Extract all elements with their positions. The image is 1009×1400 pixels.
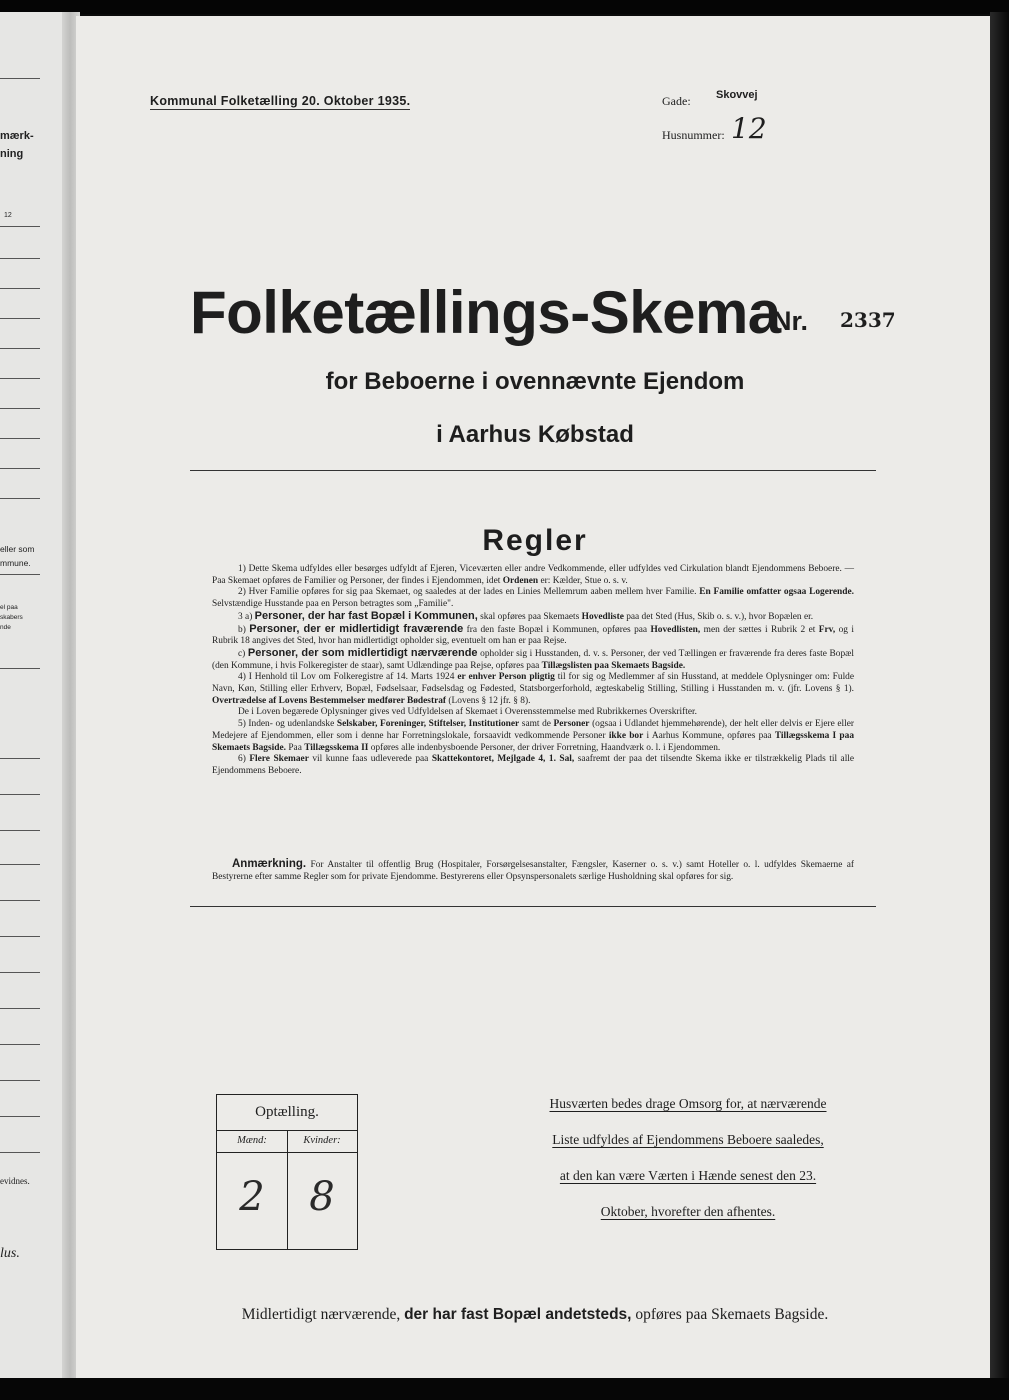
form-rule xyxy=(0,348,40,349)
census-header: Kommunal Folketælling 20. Oktober 1935. xyxy=(150,94,411,108)
scan-border-right xyxy=(990,12,1009,1380)
divider xyxy=(190,470,876,471)
left-signature: lus. xyxy=(0,1246,20,1261)
form-rule xyxy=(0,900,40,901)
footer-instruction: Midlertidigt nærværende, der har fast Bopæl andetsteds, opføres paa Skemaets Bagside. xyxy=(241,1306,829,1323)
form-rule xyxy=(0,288,40,289)
left-fragment: nde xyxy=(0,624,11,631)
census-form-page xyxy=(76,16,994,1378)
rule-4-note: De i Loven begærede Oplysninger gives ved Udfyldelsen af Skemaet i Overensstemmelse med Rubrikkernes Overskrifter. xyxy=(238,707,697,718)
left-fragment: eller som xyxy=(0,544,35,554)
scan-border-bottom xyxy=(0,1378,1009,1400)
form-rule xyxy=(0,574,40,575)
form-subtitle-city: i Aarhus Købstad xyxy=(436,421,634,448)
form-rule xyxy=(0,1008,40,1009)
rule-5: 5) Inden- og udenlandske Selskaber, Foreninger, Stiftelser, Institutioner samt de Personer (ogsaa i Udlandet hjemmehørende), der helt eller delvis er Ejere eller Medejere af Ejendommen, eller som i denne har Forretningslokale, forsaavidt vedkommende Personer ikke bor i Aarhus Kommune, opføres paa Tillægsskema I paa Skemaets Bagside. Paa Tillægsskema II opføres alle indenbysboende Personer, der driver Forretning, Haandværk o. l. i Ejendommen. xyxy=(212,719,855,753)
notice-line: at den kan være Værten i Hænde senest den 23. xyxy=(559,1168,817,1183)
notice-line: Liste udfyldes af Ejendommens Beboere saaledes, xyxy=(552,1132,824,1147)
form-rule xyxy=(0,1044,40,1045)
form-rule xyxy=(0,408,40,409)
left-fragment: mmune. xyxy=(0,558,31,568)
maend-label: Mænd: xyxy=(217,1130,287,1153)
anmaerkning-label: Anmærkning. xyxy=(232,858,307,870)
notice-line: Oktober, hvorefter den afhentes. xyxy=(600,1204,776,1219)
rule-4: 4) I Henhold til Lov om Folkeregistre af 14. Marts 1924 er enhver Person pligtig til for sig og Medlemmer af sin Husstand, at meddele Oplysninger om: Fulde Navn, Køn, Stilling eller Erhverv, Bopæl, Fødselsaar, Fødselsdag og Fødested, Statsborgerforhold, ægteskabelig Stilling, Stilling i Husstanden m. v. (jfr. Lovens § 1). Overtrædelse af Lovens Bestemmelser medfører Bødestraf (Lovens § 12 jfr. § 8). xyxy=(212,672,855,706)
rule-3b: b) Personer, der er midlertidigt fraværende fra den faste Bopæl i Kommunen, opføres paa Hovedlisten, men der sættes i Rubrik 2 et Frv, og i Rubrik 18 angives det Sted, hvor han midlertidigt opholder sig, eventuelt om han er paa Rejse. xyxy=(212,622,854,647)
left-fragment: skabers xyxy=(0,614,23,621)
scan-border-top xyxy=(0,0,1009,14)
form-rule xyxy=(0,668,40,669)
form-rule xyxy=(0,864,40,865)
left-fragment: ning xyxy=(0,148,24,160)
form-rule xyxy=(0,498,40,499)
regler-heading: Regler xyxy=(482,524,588,557)
form-rule xyxy=(0,438,40,439)
form-rule xyxy=(0,1152,40,1153)
count-box-title: Optælling. xyxy=(217,1095,357,1131)
husnummer-value: 12 xyxy=(731,112,767,145)
kvinder-label: Kvinder: xyxy=(287,1130,357,1153)
rule-1: 1) Dette Skema udfyldes eller besørges udfyldt af Ejeren, Viceværten eller andre Vedkommende, eller udfyldes ved Cirkulation blandt Ejendommens Beboere. — Paa Skemaet opføres de Familier og Personer, der findes i Ejendommen, idet Ordenen er: Kælder, Stue o. s. v. xyxy=(212,564,854,586)
form-rule xyxy=(0,468,40,469)
form-title: Folketællings-Skema xyxy=(190,279,781,346)
form-rule xyxy=(0,972,40,973)
form-subtitle: for Beboerne i ovennævnte Ejendom xyxy=(325,368,745,395)
form-rule xyxy=(0,258,40,259)
gade-value: Skovvej xyxy=(716,89,758,101)
form-rule xyxy=(0,794,40,795)
left-fragment: 12 xyxy=(4,212,12,219)
rule-3c: c) Personer, der som midlertidigt nærværende opholder sig i Husstanden, d. v. s. Personer, der ved Tællingen er fraværende fra deres faste Bopæl (den Kommune, i hvis Folkeregister de staar), samt Udlændinge paa Rejse, opføres paa Tillægslisten paa Skemaets Bagside. xyxy=(212,646,855,671)
form-rule xyxy=(0,378,40,379)
left-fragment: evidnes. xyxy=(0,1176,30,1186)
notice-line: Husværten bedes drage Omsorg for, at nærværende xyxy=(549,1096,827,1111)
maend-value: 2 xyxy=(239,1174,265,1220)
rule-3a: 3 a) Personer, der har fast Bopæl i Kommunen, skal opføres paa Skemaets Hovedliste paa det Sted (Hus, Skib o. s. v.), hvor Bopælen er. xyxy=(238,609,814,622)
form-rule xyxy=(0,758,40,759)
count-box xyxy=(216,1094,358,1250)
divider xyxy=(190,906,876,907)
nr-value: 2337 xyxy=(840,308,896,332)
form-rule xyxy=(0,1116,40,1117)
form-rule xyxy=(0,78,40,79)
gade-label: Gade: xyxy=(662,94,691,108)
form-rule xyxy=(0,830,40,831)
rule-6: 6) Flere Skemaer vil kunne faas udleverede paa Skattekontoret, Mejlgade 4, 1. Sal, saafremt der paa det tilsendte Skema ikke er tilstrækkelig Plads til alle Ejendommens Beboere. xyxy=(212,754,855,776)
rule-2: 2) Hver Familie opføres for sig paa Skemaet, og saaledes at der lades en Linies Mellemrum aaben mellem hver Familie. En Familie omfatter ogsaa Logerende. Selvstændige Husstande paa en Person betragtes som „Familie". xyxy=(212,587,854,610)
nr-label: Nr. xyxy=(772,306,809,336)
anmaerkning-note xyxy=(212,858,854,883)
kvinder-value: 8 xyxy=(309,1174,335,1220)
left-fragment: el paa xyxy=(0,604,18,611)
left-fragment: mærk- xyxy=(0,130,34,142)
husnummer-label: Husnummer: xyxy=(662,128,725,142)
rules-section xyxy=(212,564,854,778)
form-rule xyxy=(0,226,40,227)
form-rule xyxy=(0,1080,40,1081)
anmaerkning-text: For Anstalter til offentlig Brug (Hospitaler, Forsørgelsesanstalter, Fængsler, Kaserner o. s. v.) samt Hoteller o. l. udfyldes Skemaerne af Bestyrerne efter samme Regler som for private Ejendomme. Bestyrerens eller Opsynspersonalets særlige Husholdning skal opføres for sig. xyxy=(212,860,855,882)
form-rule xyxy=(0,936,40,937)
form-rule xyxy=(0,318,40,319)
